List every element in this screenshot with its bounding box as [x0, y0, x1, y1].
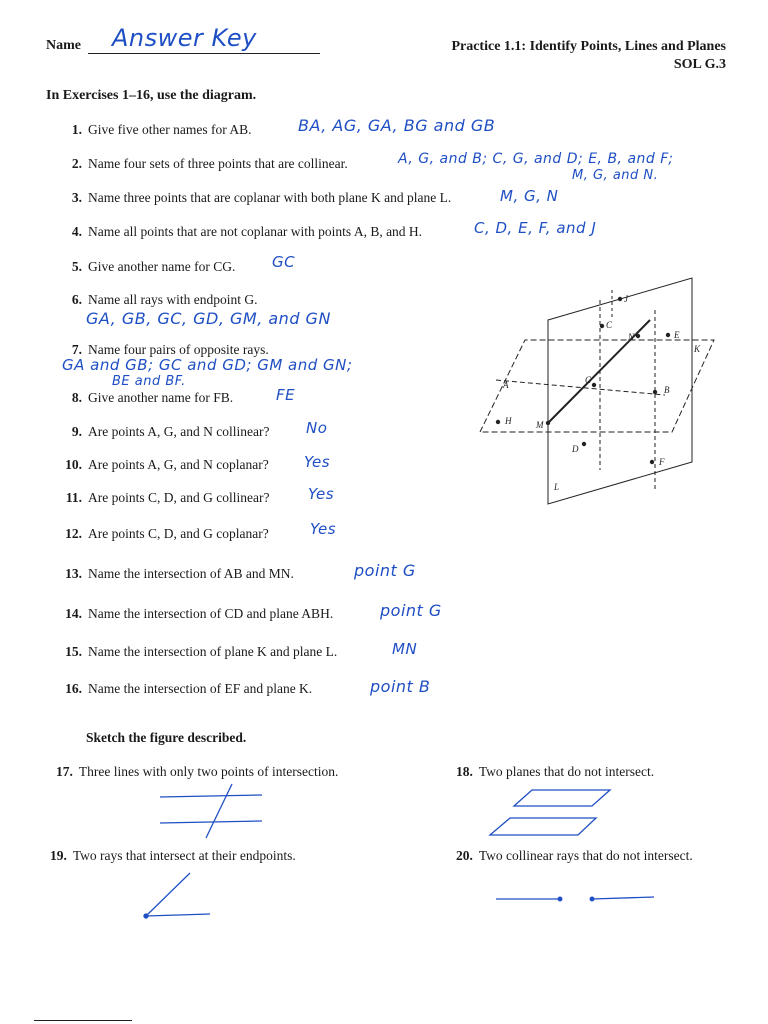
worksheet-title-line1: Practice 1.1: Identify Points, Lines and Planes	[451, 39, 726, 54]
point-h	[496, 420, 500, 424]
point-b	[653, 390, 657, 394]
diagram-label-m: M	[536, 420, 544, 430]
question-text: Name the intersection of EF and plane K.	[88, 681, 313, 696]
answer-11: Yes	[308, 485, 335, 503]
question-text: Are points C, D, and G coplanar?	[88, 526, 269, 541]
question-number: 14.	[65, 606, 82, 621]
answer-7: GA and GB; GC and GD; GM and GN;	[62, 356, 353, 374]
sketch-number: 18.	[456, 764, 473, 779]
point-g	[592, 383, 596, 387]
diagram-label-g: G	[585, 375, 592, 385]
question-number: 13.	[65, 566, 82, 581]
question-number: 10.	[65, 457, 82, 472]
diagram-label-e: E	[674, 330, 680, 340]
question-number: 12.	[65, 526, 82, 541]
answer-2: A, G, and B; C, G, and D; E, B, and F;	[398, 151, 674, 167]
answer-2-continued: M, G, and N.	[572, 168, 659, 183]
question-number: 9.	[71, 424, 82, 439]
answer-4: C, D, E, F, and J	[474, 219, 597, 237]
answer-8: FE	[276, 386, 296, 404]
question-text: Give another name for FB.	[88, 390, 234, 405]
question-text: Name four sets of three points that are collinear.	[88, 156, 348, 171]
question-text: Are points A, G, and N collinear?	[88, 424, 270, 439]
question-number: 7.	[71, 342, 82, 357]
question-text: Give another name for CG.	[88, 259, 236, 274]
question-text: Name the intersection of plane K and plane L.	[88, 644, 338, 659]
name-answer: Answer Key	[112, 24, 257, 52]
worksheet-title-line2: SOL G.3	[673, 57, 726, 72]
question-text: Are points C, D, and G collinear?	[88, 490, 270, 505]
question-number: 11.	[65, 490, 82, 505]
plane-k	[480, 340, 714, 432]
instruction: In Exercises 1–16, use the diagram.	[46, 88, 257, 103]
answer-14: point G	[380, 601, 442, 620]
question-number: 8.	[71, 390, 82, 405]
diagram-label-h: H	[505, 416, 512, 426]
point-m	[546, 421, 550, 425]
answer-12: Yes	[310, 520, 337, 538]
sketch-number: 20.	[456, 848, 473, 863]
diagram-label-l: L	[554, 482, 560, 492]
diagram-label-a: A	[503, 380, 509, 390]
answer-5: GC	[272, 253, 296, 271]
question-number: 2.	[71, 156, 82, 171]
answer-13: point G	[354, 561, 416, 580]
question-text: Are points A, G, and N coplanar?	[88, 457, 269, 472]
diagram-label-k: K	[694, 344, 701, 354]
point-f	[650, 460, 654, 464]
question-text: Name all points that are not coplanar with points A, B, and H.	[88, 224, 423, 239]
sketch-section-title: Sketch the figure described.	[86, 730, 247, 745]
sketch-20-drawing	[496, 897, 654, 901]
point-e	[666, 333, 670, 337]
sketch-19-drawing	[144, 873, 210, 918]
name-label: Name	[46, 38, 81, 53]
question-number: 5.	[71, 259, 82, 274]
answer-16: point B	[370, 677, 431, 696]
question-text: Name all rays with endpoint G.	[88, 292, 258, 307]
sketch-number: 19.	[50, 848, 67, 863]
question-text: Give five other names for AB.	[88, 122, 252, 137]
sketch-number: 17.	[56, 764, 73, 779]
line-mn	[548, 320, 650, 423]
sketch-text: Two planes that do not intersect.	[478, 764, 655, 779]
answer-15: MN	[392, 640, 418, 658]
line-ab	[496, 380, 665, 395]
question-text: Name the intersection of CD and plane ABH.	[88, 606, 334, 621]
answer-10: Yes	[304, 453, 331, 471]
diagram-label-f: F	[659, 457, 665, 467]
point-c	[600, 324, 604, 328]
sketch-18-drawing	[490, 790, 610, 835]
point-n	[636, 334, 640, 338]
diagram-label-c: C	[606, 320, 613, 330]
sketch-text: Two rays that intersect at their endpoints.	[72, 848, 296, 863]
question-number: 16.	[65, 681, 82, 696]
question-text: Name the intersection of AB and MN.	[88, 566, 294, 581]
answer-6: GA, GB, GC, GD, GM, and GN	[86, 309, 331, 328]
question-number: 3.	[71, 190, 82, 205]
question-number: 4.	[71, 224, 82, 239]
point-j	[618, 297, 622, 301]
answer-3: M, G, N	[500, 187, 559, 205]
footer-rule	[34, 1020, 132, 1021]
diagram-label-d: D	[572, 444, 579, 454]
question-number: 1.	[71, 122, 82, 137]
question-number: 15.	[65, 644, 82, 659]
diagram-label-j: J	[624, 294, 628, 304]
question-number: 6.	[71, 292, 82, 307]
sketch-text: Two collinear rays that do not intersect.	[478, 848, 693, 863]
point-d	[582, 442, 586, 446]
sketch-text: Three lines with only two points of intersection.	[78, 764, 339, 779]
diagram-label-b: B	[664, 385, 670, 395]
answer-7-continued: BE and BF.	[112, 374, 186, 389]
answer-1: BA, AG, GA, BG and GB	[298, 116, 496, 135]
sketch-17-drawing	[160, 784, 262, 838]
question-text: Name four pairs of opposite rays.	[88, 342, 269, 357]
diagram-label-n: N	[628, 332, 635, 342]
question-text: Name three points that are coplanar with both plane K and plane L.	[88, 190, 452, 205]
answer-9: No	[306, 419, 328, 437]
